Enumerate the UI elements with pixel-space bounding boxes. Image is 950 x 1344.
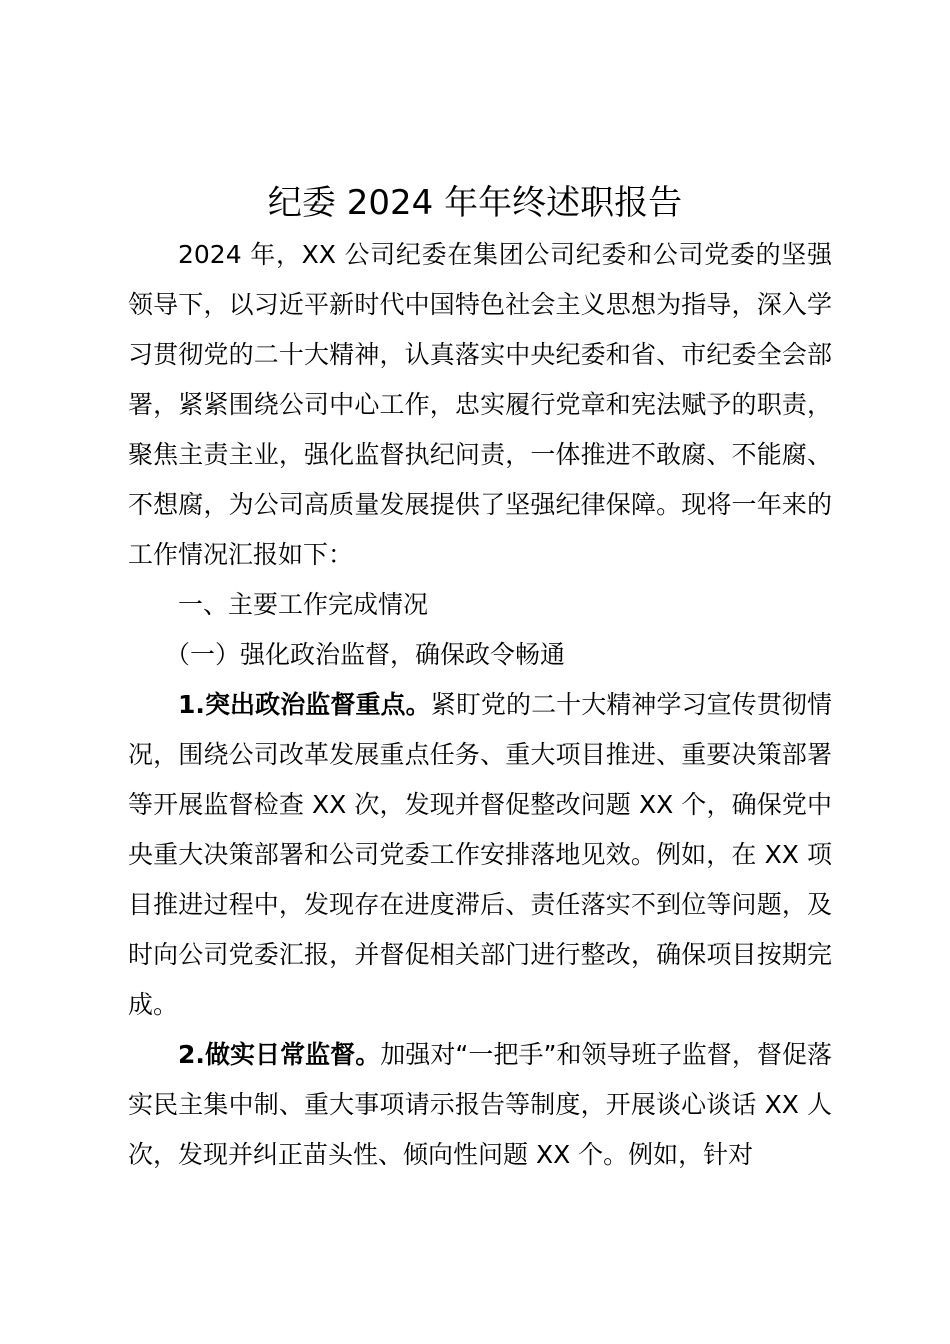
item-1-paragraph: [128, 680, 832, 1030]
item-2-paragraph: [128, 1030, 832, 1180]
document-title: 纪委 2024 年年终述职报告: [267, 183, 683, 223]
item-1-text: 紧盯党的二十大精神学习宣传贯彻情况，围绕公司改革发展重点任务、重大项目推进、重要决策部署等开展监督检查 XX 次，发现并督促整改问题 XX 个，确保党中央重大决策部署和公司党委工作安排落地见效。例如，在 XX 项目推进过程中，发现存在进度滞后、责任落实不到位等问题，及时向公司党委汇报，并督促相关部门进行整改，确保项目按期完成。: [128, 690, 832, 1019]
intro-paragraph: 2024 年，XX 公司纪委在集团公司纪委和公司党委的坚强领导下，以习近平新时代中国特色社会主义思想为指导，深入学习贯彻党的二十大精神，认真落实中央纪委和省、市纪委全会部署，紧紧围绕公司中心工作，忠实履行党章和宪法赋予的职责，聚焦主责主业，强化监督执纪问责，一体推进不敢腐、不能腐、不想腐，为公司高质量发展提供了坚强纪律保障。现将一年来的工作情况汇报如下：: [128, 240, 832, 569]
item-2-lead: 2.做实日常监督。: [178, 1040, 381, 1069]
section-heading: 一、主要工作完成情况: [178, 590, 429, 619]
item-1-lead: 1.突出政治监督重点。: [178, 690, 431, 719]
item-2-text: 加强对“一把手”和领导班子监督，督促落实民主集中制、重大事项请示报告等制度，开展谈心谈话 XX 人次，发现并纠正苗头性、倾向性问题 XX 个。例如，针对: [128, 1040, 832, 1169]
subsection-heading: （一）强化政治监督，确保政令畅通: [165, 640, 566, 669]
document-body: [128, 230, 832, 1180]
